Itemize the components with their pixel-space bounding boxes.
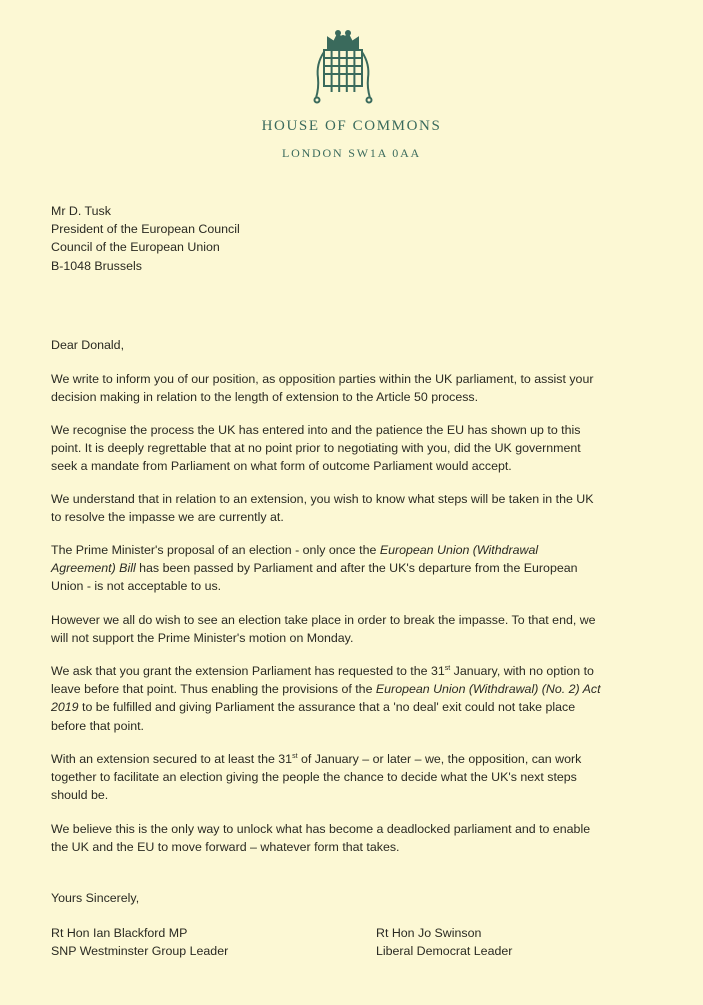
- paragraph-1: We write to inform you of our position, as opposition parties within the UK parliament, to assist your decision making in relation to the length of extension to the Article 50 process.: [51, 372, 594, 405]
- signatory-role: Liberal Democrat Leader: [376, 944, 513, 959]
- recipient-address: [51, 202, 651, 275]
- salutation: Dear Donald,: [51, 338, 125, 352]
- signatory-1: [51, 924, 228, 960]
- signatory-role: SNP Westminster Group Leader: [51, 944, 229, 959]
- org-address: LONDON SW1A 0AA: [282, 146, 421, 160]
- portcullis-icon: [312, 30, 374, 106]
- signatory-name: Rt Hon Jo Swinson: [376, 926, 482, 940]
- paragraph-3: We understand that in relation to an extension, you wish to know what steps will be taken in the UK to resolve the impasse we are currently at.: [51, 492, 594, 525]
- paragraph-8: We believe this is the only way to unlock what has become a deadlocked parliament and to enable the UK and the EU to move forward – whatever form that takes.: [51, 822, 591, 855]
- signatory-name: Rt Hon Ian Blackford MP: [51, 926, 188, 940]
- signatory-2: [376, 924, 512, 960]
- recipient-line: B-1048 Brussels: [51, 258, 142, 273]
- closing: Yours Sincerely,: [51, 891, 140, 905]
- paragraph-5: However we all do wish to see an election take place in order to break the impasse. To that end, we will not support the Prime Minister's motion on Monday.: [51, 613, 596, 646]
- paragraph-6: We ask that you grant the extension Parliament has requested to the 31st January, with no option to leave before that point. Thus enabling the provisions of the European Union (Withdrawal) (No. 2) Act 2019 to be fulfilled and giving Parliament the assurance that a 'no deal' exit could not take place before that point.: [51, 664, 601, 733]
- org-name: HOUSE OF COMMONS: [261, 118, 442, 134]
- paragraph-2: We recognise the process the UK has entered into and the patience the EU has shown up to this point. It is deeply regrettable that at no point prior to negotiating with you, did the UK government seek a mandate from Parliament on what form of outcome Parliament would accept.: [51, 423, 581, 474]
- paragraph-4: The Prime Minister's proposal of an election - only once the European Union (Withdrawal Agreement) Bill has been passed by Parliament and after the UK's departure from the European Union - is not acceptable to us.: [51, 543, 578, 594]
- paragraph-7: With an extension secured to at least the 31st of January – or later – we, the opposition, can work together to facilitate an election giving the people the chance to decide what the UK's next steps should be.: [51, 752, 582, 803]
- recipient-line: Council of the European Union: [51, 240, 220, 255]
- recipient-line: President of the European Council: [51, 222, 240, 237]
- recipient-line: Mr D. Tusk: [51, 204, 111, 218]
